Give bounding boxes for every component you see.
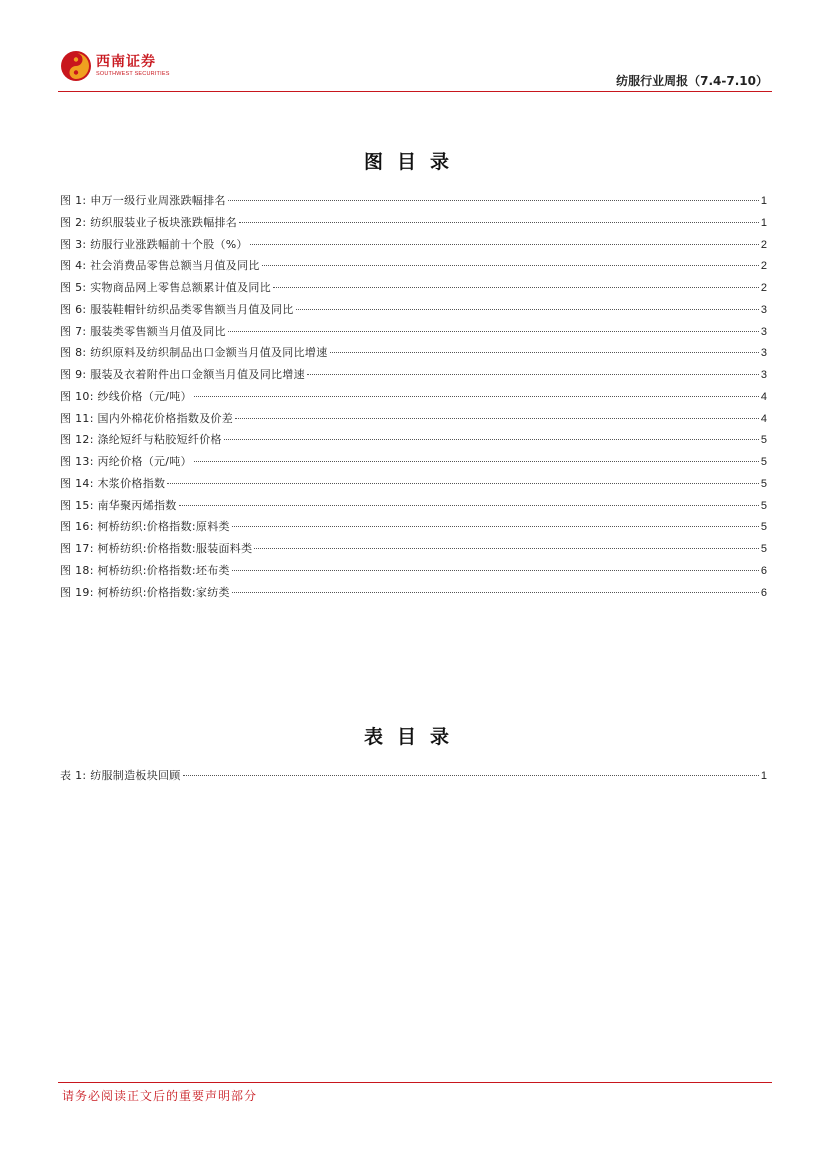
toc-entry[interactable] — [60, 518, 767, 540]
logo-english-name: SOUTHWEST SECURITIES — [96, 70, 170, 77]
toc-entry[interactable] — [60, 214, 767, 236]
toc-entry-page: 5 — [760, 456, 767, 468]
toc-entry-page: 1 — [760, 195, 767, 207]
toc-entry-page: 5 — [760, 477, 767, 490]
toc-entry-label: 图 16: 柯桥纺织:价格指数:原料类 — [60, 520, 230, 534]
toc-entry-label: 图 13: 丙纶价格（元/吨） — [60, 455, 192, 468]
toc-leader-dots — [239, 222, 759, 223]
table-toc-list — [60, 767, 767, 789]
toc-entry-label: 图 12: 涤纶短纤与粘胶短纤价格 — [60, 433, 222, 447]
page-header — [58, 48, 772, 92]
toc-leader-dots — [179, 505, 759, 506]
toc-entry[interactable] — [60, 453, 767, 475]
toc-entry[interactable] — [60, 584, 767, 606]
toc-entry[interactable] — [60, 279, 767, 301]
toc-entry-label: 图 6: 服装鞋帽针纺织品类零售额当月值及同比 — [60, 302, 294, 316]
toc-leader-dots — [183, 775, 759, 776]
company-logo — [60, 50, 170, 82]
toc-entry[interactable] — [60, 236, 767, 258]
toc-entry[interactable] — [60, 410, 767, 432]
toc-leader-dots — [262, 265, 759, 266]
toc-leader-dots — [194, 396, 759, 397]
toc-entry-label: 表 1: 纺服制造板块回顾 — [60, 769, 181, 782]
toc-leader-dots — [232, 570, 759, 571]
toc-entry[interactable] — [60, 497, 767, 519]
toc-entry-page: 2 — [760, 282, 767, 294]
toc-entry[interactable] — [60, 323, 767, 345]
toc-entry-page: 1 — [760, 770, 767, 782]
toc-leader-dots — [250, 244, 759, 245]
toc-leader-dots — [228, 331, 759, 332]
toc-entry[interactable] — [60, 388, 767, 410]
toc-entry-page: 5 — [760, 499, 767, 512]
toc-entry-label: 图 4: 社会消费品零售总额当月值及同比 — [60, 259, 260, 273]
toc-entry-label: 图 14: 木浆价格指数 — [60, 476, 166, 490]
toc-leader-dots — [307, 374, 759, 375]
toc-entry-page: 4 — [760, 412, 767, 425]
toc-entry-page: 3 — [760, 347, 767, 360]
toc-leader-dots — [224, 439, 759, 440]
toc-entry[interactable] — [60, 540, 767, 562]
logo-chinese-name: 西南证券 — [96, 53, 156, 70]
toc-entry[interactable] — [60, 767, 767, 789]
toc-entry-label: 图 11: 国内外棉花价格指数及价差 — [60, 411, 234, 425]
toc-entry-page: 5 — [760, 434, 767, 447]
figure-toc-title: 图目录 — [363, 151, 463, 173]
toc-entry-label: 图 18: 柯桥纺织:价格指数:坯布类 — [60, 563, 230, 577]
toc-entry-label: 图 5: 实物商品网上零售总额累计值及同比 — [60, 281, 271, 294]
logo-emblem-icon — [60, 50, 92, 82]
toc-entry-label: 图 7: 服装类零售额当月值及同比 — [60, 324, 226, 338]
toc-leader-dots — [254, 548, 758, 549]
toc-leader-dots — [330, 352, 759, 353]
toc-entry-label: 图 19: 柯桥纺织:价格指数:家纺类 — [60, 585, 230, 599]
toc-entry-page: 5 — [760, 543, 767, 555]
toc-entry-page: 3 — [760, 303, 767, 316]
toc-entry[interactable] — [60, 301, 767, 323]
toc-entry[interactable] — [60, 562, 767, 584]
toc-entry-label: 图 15: 南华聚丙烯指数 — [60, 498, 177, 512]
toc-entry-page: 2 — [760, 260, 767, 273]
toc-entry-label: 图 17: 柯桥纺织:价格指数:服装面料类 — [60, 542, 253, 555]
report-title: 纺服行业周报（7.4-7.10） — [616, 74, 768, 88]
toc-entry-page: 2 — [760, 238, 767, 251]
toc-entry[interactable] — [60, 366, 767, 388]
toc-entry-page: 3 — [760, 325, 767, 338]
figure-toc-list — [60, 192, 767, 605]
toc-entry-label: 图 8: 纺织原料及纺织制品出口金额当月值及同比增速 — [60, 346, 328, 360]
footer-divider — [58, 1082, 772, 1083]
toc-entry-label: 图 9: 服装及衣着附件出口金额当月值及同比增速 — [60, 368, 305, 381]
toc-entry-label: 图 2: 纺织服装业子板块涨跌幅排名 — [60, 215, 238, 229]
toc-leader-dots — [232, 592, 759, 593]
footer-disclaimer: 请务必阅读正文后的重要声明部分 — [62, 1089, 258, 1103]
table-toc-title: 表目录 — [363, 726, 463, 748]
toc-entry-label: 图 1: 申万一级行业周涨跌幅排名 — [60, 194, 226, 207]
toc-entry[interactable] — [60, 344, 767, 366]
toc-entry[interactable] — [60, 257, 767, 279]
toc-entry[interactable] — [60, 431, 767, 453]
toc-leader-dots — [167, 483, 759, 484]
toc-entry-label: 图 10: 纱线价格（元/吨） — [60, 389, 192, 403]
toc-leader-dots — [194, 461, 759, 462]
toc-entry-page: 1 — [760, 216, 767, 229]
header-divider — [58, 91, 772, 92]
toc-entry-page: 4 — [760, 390, 767, 403]
toc-leader-dots — [273, 287, 759, 288]
toc-entry-page: 6 — [760, 564, 767, 577]
toc-entry-page: 5 — [760, 521, 767, 534]
toc-leader-dots — [228, 200, 759, 201]
toc-entry-label: 图 3: 纺服行业涨跌幅前十个股（%） — [60, 237, 248, 251]
toc-entry-page: 6 — [760, 586, 767, 599]
toc-entry[interactable] — [60, 192, 767, 214]
toc-entry-page: 3 — [760, 369, 767, 381]
toc-leader-dots — [296, 309, 759, 310]
toc-leader-dots — [232, 526, 759, 527]
toc-leader-dots — [235, 418, 759, 419]
toc-entry[interactable] — [60, 475, 767, 497]
